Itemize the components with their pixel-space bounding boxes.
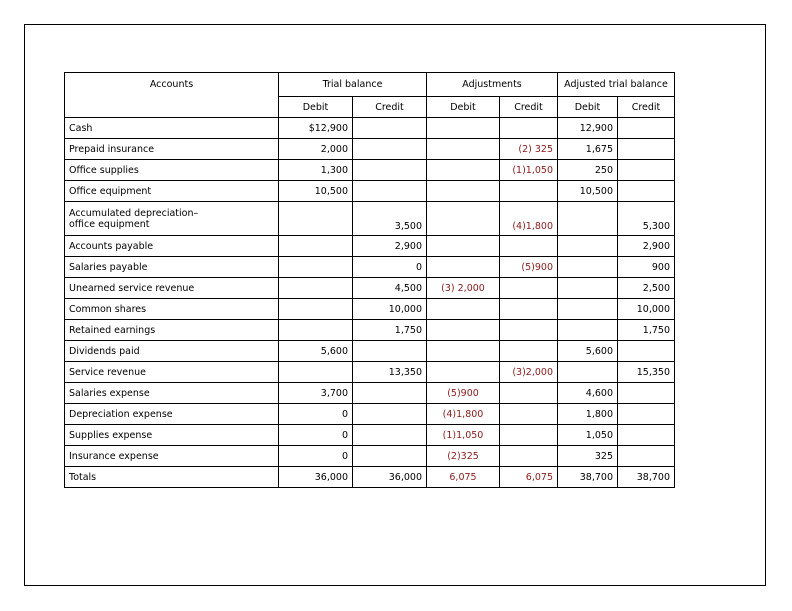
- account-name: Depreciation expense: [69, 408, 173, 420]
- account-name-cell: [65, 467, 279, 488]
- account-name: Supplies expense: [69, 429, 153, 441]
- adj-debit-cell: (2)325: [427, 446, 500, 467]
- adj-debit-cell: [427, 118, 500, 139]
- adj-debit-cell: [427, 181, 500, 202]
- tb-credit-cell: [353, 160, 427, 181]
- account-name-cell: [65, 446, 279, 467]
- adj-debit-cell: (3) 2,000: [427, 278, 500, 299]
- tb-debit-cell: $12,900: [279, 118, 353, 139]
- tb-credit-cell: 13,350: [353, 362, 427, 383]
- tb-debit-cell: 36,000: [279, 467, 353, 488]
- tb-credit-cell: 0: [353, 257, 427, 278]
- table-row: [65, 236, 675, 257]
- adj-debit-cell: [427, 160, 500, 181]
- tb-credit-cell: 1,750: [353, 320, 427, 341]
- table-row: [65, 299, 675, 320]
- atb-credit-cell: 5,300: [618, 202, 675, 236]
- tb-debit-cell: 0: [279, 446, 353, 467]
- atb-debit-cell: [558, 202, 618, 236]
- adj-debit-cell: [427, 362, 500, 383]
- atb-debit-cell: 1,800: [558, 404, 618, 425]
- atb-debit-cell: [558, 257, 618, 278]
- tb-credit-cell: 3,500: [353, 202, 427, 236]
- atb-credit-cell: [618, 425, 675, 446]
- account-name: Service revenue: [69, 366, 147, 378]
- atb-debit-cell: 250: [558, 160, 618, 181]
- adj-debit-header: Debit: [427, 97, 500, 118]
- adj-credit-cell: (4)1,800: [500, 202, 558, 236]
- atb-credit-header: Credit: [618, 97, 675, 118]
- adj-credit-cell: [500, 425, 558, 446]
- tb-debit-cell: 3,700: [279, 383, 353, 404]
- atb-debit-cell: [558, 278, 618, 299]
- account-name: Prepaid insurance: [69, 143, 155, 155]
- account-name-cell: [65, 236, 279, 257]
- account-name-cell: [65, 383, 279, 404]
- account-name-cell: [65, 181, 279, 202]
- adj-credit-cell: [500, 299, 558, 320]
- tb-credit-cell: 4,500: [353, 278, 427, 299]
- atb-credit-cell: [618, 139, 675, 160]
- account-name-cell: [65, 118, 279, 139]
- adjustments-header: Adjustments: [427, 73, 558, 97]
- adj-credit-cell: [500, 118, 558, 139]
- tb-credit-cell: 36,000: [353, 467, 427, 488]
- table-row: [65, 404, 675, 425]
- atb-credit-cell: [618, 446, 675, 467]
- adj-credit-cell: [500, 404, 558, 425]
- atb-credit-cell: [618, 404, 675, 425]
- atb-debit-cell: 5,600: [558, 341, 618, 362]
- tb-credit-cell: [353, 181, 427, 202]
- worksheet-body: [65, 118, 675, 488]
- header-row-groups: [65, 73, 675, 97]
- table-row: [65, 341, 675, 362]
- tb-debit-cell: 1,300: [279, 160, 353, 181]
- atb-credit-cell: 1,750: [618, 320, 675, 341]
- tb-debit-header: Debit: [279, 97, 353, 118]
- trial-balance-header: Trial balance: [279, 73, 427, 97]
- account-name-cell: [65, 160, 279, 181]
- atb-credit-cell: [618, 341, 675, 362]
- account-name: Retained earnings: [69, 324, 156, 336]
- atb-debit-cell: 1,675: [558, 139, 618, 160]
- account-name: Unearned service revenue: [69, 282, 195, 294]
- adjusted-trial-balance-header: Adjusted trial balance: [558, 73, 675, 97]
- adj-credit-cell: [500, 383, 558, 404]
- adj-credit-cell: [500, 446, 558, 467]
- tb-debit-cell: [279, 299, 353, 320]
- table-row: [65, 160, 675, 181]
- adj-debit-cell: [427, 257, 500, 278]
- account-name: Office supplies: [69, 164, 139, 176]
- adj-debit-cell: [427, 299, 500, 320]
- atb-credit-cell: 10,000: [618, 299, 675, 320]
- account-name-cell: [65, 425, 279, 446]
- adj-debit-cell: (4)1,800: [427, 404, 500, 425]
- worksheet-table: [64, 72, 675, 488]
- adj-credit-cell: (3)2,000: [500, 362, 558, 383]
- atb-debit-cell: 38,700: [558, 467, 618, 488]
- atb-debit-cell: [558, 236, 618, 257]
- table-row: [65, 278, 675, 299]
- account-name-cell: [65, 139, 279, 160]
- atb-debit-cell: [558, 320, 618, 341]
- tb-debit-cell: [279, 236, 353, 257]
- tb-debit-cell: 5,600: [279, 341, 353, 362]
- tb-credit-cell: [353, 404, 427, 425]
- tb-credit-cell: [353, 383, 427, 404]
- tb-debit-cell: 2,000: [279, 139, 353, 160]
- tb-debit-cell: [279, 278, 353, 299]
- account-name: Accumulated depreciation–: [69, 207, 199, 219]
- atb-credit-cell: 2,900: [618, 236, 675, 257]
- adj-credit-cell: [500, 181, 558, 202]
- tb-debit-cell: [279, 362, 353, 383]
- table-row: [65, 320, 675, 341]
- tb-debit-cell: [279, 202, 353, 236]
- adj-credit-cell: 6,075: [500, 467, 558, 488]
- account-name: Dividends paid: [69, 345, 140, 357]
- account-name-cell: [65, 362, 279, 383]
- table-row: [65, 425, 675, 446]
- atb-credit-cell: 900: [618, 257, 675, 278]
- adj-credit-cell: [500, 236, 558, 257]
- table-row: [65, 446, 675, 467]
- tb-credit-cell: [353, 139, 427, 160]
- adj-credit-cell: [500, 278, 558, 299]
- atb-debit-header: Debit: [558, 97, 618, 118]
- account-name: Insurance expense: [69, 450, 159, 462]
- tb-credit-cell: [353, 446, 427, 467]
- atb-debit-cell: 12,900: [558, 118, 618, 139]
- atb-debit-cell: 1,050: [558, 425, 618, 446]
- adj-debit-cell: (1)1,050: [427, 425, 500, 446]
- adj-credit-cell: [500, 320, 558, 341]
- table-row: [65, 257, 675, 278]
- tb-debit-cell: 10,500: [279, 181, 353, 202]
- account-name: Salaries payable: [69, 261, 148, 273]
- account-name: Common shares: [69, 303, 147, 315]
- atb-credit-cell: [618, 118, 675, 139]
- account-name-cell: [65, 299, 279, 320]
- table-row: [65, 118, 675, 139]
- account-name: Office equipment: [69, 185, 152, 197]
- atb-credit-cell: 15,350: [618, 362, 675, 383]
- atb-credit-cell: [618, 160, 675, 181]
- account-name: Salaries expense: [69, 387, 150, 399]
- table-row: [65, 383, 675, 404]
- account-name: Totals: [69, 471, 97, 483]
- accounts-header: Accounts: [65, 73, 279, 118]
- tb-credit-cell: 10,000: [353, 299, 427, 320]
- atb-credit-cell: 2,500: [618, 278, 675, 299]
- adj-credit-cell: (5)900: [500, 257, 558, 278]
- tb-credit-cell: [353, 118, 427, 139]
- tb-debit-cell: [279, 257, 353, 278]
- tb-credit-cell: [353, 341, 427, 362]
- adj-debit-cell: [427, 202, 500, 236]
- atb-credit-cell: 38,700: [618, 467, 675, 488]
- atb-debit-cell: 10,500: [558, 181, 618, 202]
- adj-debit-cell: [427, 139, 500, 160]
- atb-debit-cell: [558, 362, 618, 383]
- adj-debit-cell: (5)900: [427, 383, 500, 404]
- adj-credit-cell: [500, 341, 558, 362]
- tb-credit-header: Credit: [353, 97, 427, 118]
- account-name-cell: [65, 320, 279, 341]
- adj-debit-cell: 6,075: [427, 467, 500, 488]
- account-name-cell: [65, 341, 279, 362]
- table-row: [65, 181, 675, 202]
- tb-debit-cell: 0: [279, 425, 353, 446]
- account-name-cell: [65, 404, 279, 425]
- atb-debit-cell: [558, 299, 618, 320]
- table-row: [65, 467, 675, 488]
- table-row: [65, 202, 675, 236]
- adj-debit-cell: [427, 236, 500, 257]
- account-name-cell: [65, 278, 279, 299]
- atb-credit-cell: [618, 383, 675, 404]
- account-name-cell: [65, 257, 279, 278]
- account-name-cell: [65, 202, 279, 236]
- atb-credit-cell: [618, 181, 675, 202]
- account-name: Cash: [69, 122, 93, 134]
- tb-credit-cell: [353, 425, 427, 446]
- tb-debit-cell: 0: [279, 404, 353, 425]
- adj-debit-cell: [427, 320, 500, 341]
- table-row: [65, 139, 675, 160]
- tb-credit-cell: 2,900: [353, 236, 427, 257]
- atb-debit-cell: 4,600: [558, 383, 618, 404]
- adj-credit-cell: (1)1,050: [500, 160, 558, 181]
- atb-debit-cell: 325: [558, 446, 618, 467]
- adj-credit-header: Credit: [500, 97, 558, 118]
- account-name-line2: office equipment: [69, 218, 150, 230]
- tb-debit-cell: [279, 320, 353, 341]
- table-row: [65, 362, 675, 383]
- adj-debit-cell: [427, 341, 500, 362]
- adj-credit-cell: (2) 325: [500, 139, 558, 160]
- account-name: Accounts payable: [69, 240, 154, 252]
